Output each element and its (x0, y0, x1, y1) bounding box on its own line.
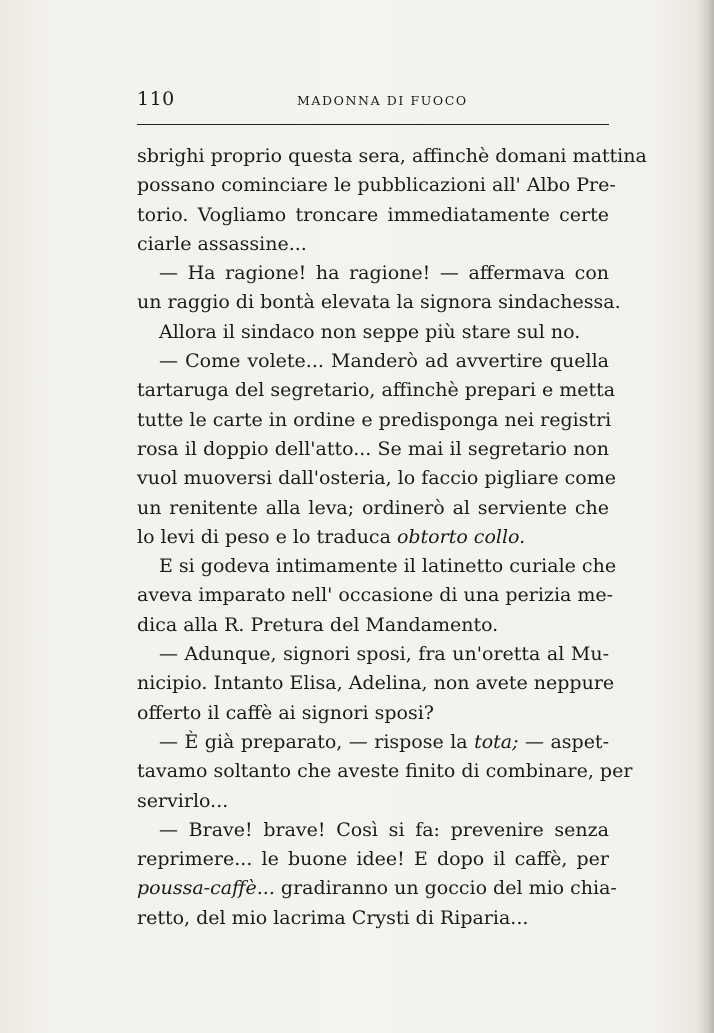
text-line: vuol muoversi dall'osteria, lo faccio pigliare come (137, 467, 616, 490)
text-line (137, 728, 609, 757)
text-line: sbrighi proprio questa sera, affinchè domani mattina (137, 145, 647, 167)
text-line: tavamo soltanto che aveste finito di combinare, per (137, 760, 633, 783)
text-line: rosa il doppio dell'atto... Se mai il segretario non (137, 437, 609, 460)
text-run: gradiranno un goccio del mio chia- (274, 877, 617, 900)
text-line (137, 523, 609, 552)
text-line: Allora il sindaco non seppe più stare sul no. (159, 320, 581, 343)
text-line: retto, del mio lacrima Crysti di Riparia... (137, 906, 529, 929)
text-line: E si godeva intimamente il latinetto curiale che (159, 555, 617, 578)
text-line: un raggio di bontà elevata la signora sindachessa. (137, 291, 621, 314)
page-header (137, 88, 609, 112)
text-line: servirlo... (137, 789, 229, 812)
text-line: — Ha ragione! ha ragione! — affermava con (159, 262, 609, 285)
text-run: — aspet- (518, 730, 609, 753)
italic-phrase: poussa-caffè... (137, 877, 275, 900)
text-line: — Brave! brave! Così si fa: prevenire senza (159, 818, 609, 841)
text-line: offerto il caffè ai signori sposi? (137, 701, 434, 724)
text-line: torio. Vogliamo troncare immediatamente certe (137, 203, 609, 226)
page-edge-shadow (696, 0, 714, 1033)
italic-phrase: tota; (474, 730, 519, 753)
text-line (137, 874, 617, 903)
text-line: nicipio. Intanto Elisa, Adelina, non avete neppure (137, 672, 615, 695)
text-line: ciarle assassine... (137, 232, 307, 255)
text-line: aveva imparato nell' occasione di una perizia me- (137, 584, 614, 607)
text-line: reprimere... le buone idee! E dopo il caffè, per (137, 848, 609, 871)
page-number: 110 (137, 88, 175, 110)
text-line: tutte le carte in ordine e predisponga nei registri (137, 408, 612, 431)
header-rule (137, 124, 609, 125)
text-line: — Come volete... Manderò ad avvertire quella (159, 350, 609, 373)
text-line: possano cominciare le pubblicazioni all' Albo Pre- (137, 174, 616, 197)
body-text (137, 142, 647, 933)
text-line: tartaruga del segretario, affinchè prepari e metta (137, 379, 616, 402)
italic-phrase: obtorto collo. (396, 525, 526, 548)
running-title: MADONNA DI FUOCO (297, 93, 468, 108)
text-line: — Adunque, signori sposi, fra un'oretta al Mu- (159, 643, 609, 666)
text-line: dica alla R. Pretura del Mandamento. (137, 613, 499, 636)
text-run: lo levi di peso e lo traduca (137, 525, 397, 548)
text-run: — È già preparato, — rispose la (159, 730, 475, 753)
text-line: un renitente alla leva; ordinerò al serviente che (137, 496, 609, 519)
